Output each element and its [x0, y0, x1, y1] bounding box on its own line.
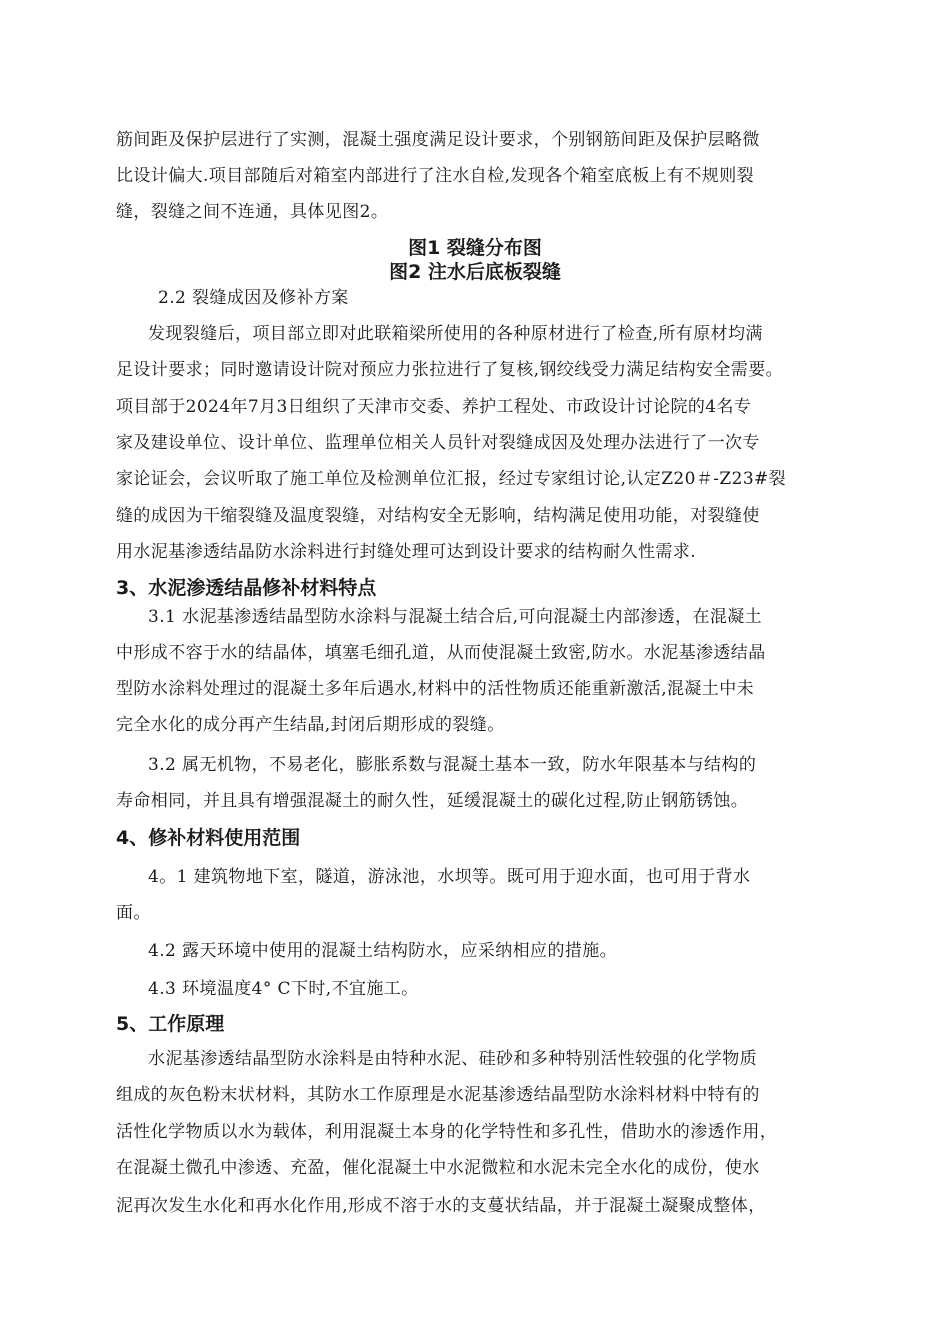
paragraph-line: 家论证会，会议听取了施工单位及检测单位汇报，经过专家组讨论,认定Z20＃-Z23#裂 — [116, 469, 787, 489]
paragraph-line: 4。1 建筑物地下室，隧道，游泳池，水坝等。既可用于迎水面，也可用于背水 — [148, 867, 751, 887]
section-heading-4: 4、修补材料使用范围 — [116, 827, 301, 849]
section-heading-5: 5、工作原理 — [116, 1013, 225, 1035]
paragraph-line: 发现裂缝后，项目部立即对此联箱梁所使用的各种原材进行了检查,所有原材均满 — [148, 324, 763, 344]
paragraph-line: 足设计要求；同时邀请设计院对预应力张拉进行了复核,钢绞线受力满足结构安全需要。 — [116, 360, 784, 380]
paragraph-line: 项目部于2024年7月3日组织了天津市交委、养护工程处、市政设计讨论院的4名专 — [116, 397, 752, 417]
subsection-heading: 2.2 裂缝成因及修补方案 — [158, 288, 349, 308]
paragraph-line: 在混凝土微孔中渗透、充盈，催化混凝土中水泥微粒和水泥未完全水化的成份，使水 — [116, 1158, 760, 1178]
paragraph-line: 型防水涂料处理过的混凝土多年后遇水,材料中的活性物质还能重新激活,混凝土中未 — [116, 679, 755, 699]
paragraph-line: 完全水化的成分再产生结晶,封闭后期形成的裂缝。 — [116, 715, 505, 735]
figure-caption-2: 图2 注水后底板裂缝 — [389, 261, 561, 283]
paragraph-line: 缝的成因为干缩裂缝及温度裂缝，对结构安全无影响，结构满足使用功能，对裂缝使 — [116, 506, 760, 526]
paragraph-line: 泥再次发生水化和再水化作用,形成不溶于水的支蔓状结晶，并于混凝土凝聚成整体， — [116, 1196, 766, 1216]
paragraph-line: 筋间距及保护层进行了实测，混凝土强度满足设计要求，个别钢筋间距及保护层略微 — [116, 130, 760, 150]
paragraph-line: 3.1 水泥基渗透结晶型防水涂料与混凝土结合后,可向混凝土内部渗透，在混凝土 — [148, 607, 763, 627]
paragraph-line: 3.2 属无机物，不易老化，膨胀系数与混凝土基本一致，防水年限基本与结构的 — [148, 755, 757, 775]
figure-caption-1: 图1 裂缝分布图 — [408, 237, 542, 259]
section-heading-3: 3、水泥渗透结晶修补材料特点 — [116, 577, 377, 599]
paragraph-line: 面。 — [116, 903, 151, 923]
paragraph-line: 4.3 环境温度4° C下时,不宜施工。 — [148, 979, 419, 999]
paragraph-line: 家及建设单位、设计单位、监理单位相关人员针对裂缝成因及处理办法进行了一次专 — [116, 433, 760, 453]
paragraph-line: 寿命相同，并且具有增强混凝土的耐久性，延缓混凝土的碳化过程,防止钢筋锈蚀。 — [116, 791, 749, 811]
paragraph-line: 中形成不容于水的结晶体，填塞毛细孔道，从而使混凝土致密,防水。水泥基渗透结晶 — [116, 643, 766, 663]
paragraph-line: 缝，裂缝之间不连通，具体见图2。 — [116, 202, 389, 222]
paragraph-line: 4.2 露天环境中使用的混凝土结构防水，应采纳相应的措施。 — [148, 941, 618, 961]
paragraph-line: 组成的灰色粉末状材料，其防水工作原理是水泥基渗透结晶型防水涂料材料中特有的 — [116, 1085, 760, 1105]
paragraph-line: 比设计偏大.项目部随后对箱室内部进行了注水自检,发现各个箱室底板上有不规则裂 — [116, 166, 755, 186]
paragraph-line: 活性化学物质以水为载体，利用混凝土本身的化学特性和多孔性，借助水的渗透作用， — [116, 1122, 778, 1142]
paragraph-line: 用水泥基渗透结晶防水涂料进行封缝处理可达到设计要求的结构耐久性需求. — [116, 542, 697, 562]
paragraph-line: 水泥基渗透结晶型防水涂料是由特种水泥、硅砂和多种特别活性较强的化学物质 — [148, 1049, 757, 1069]
